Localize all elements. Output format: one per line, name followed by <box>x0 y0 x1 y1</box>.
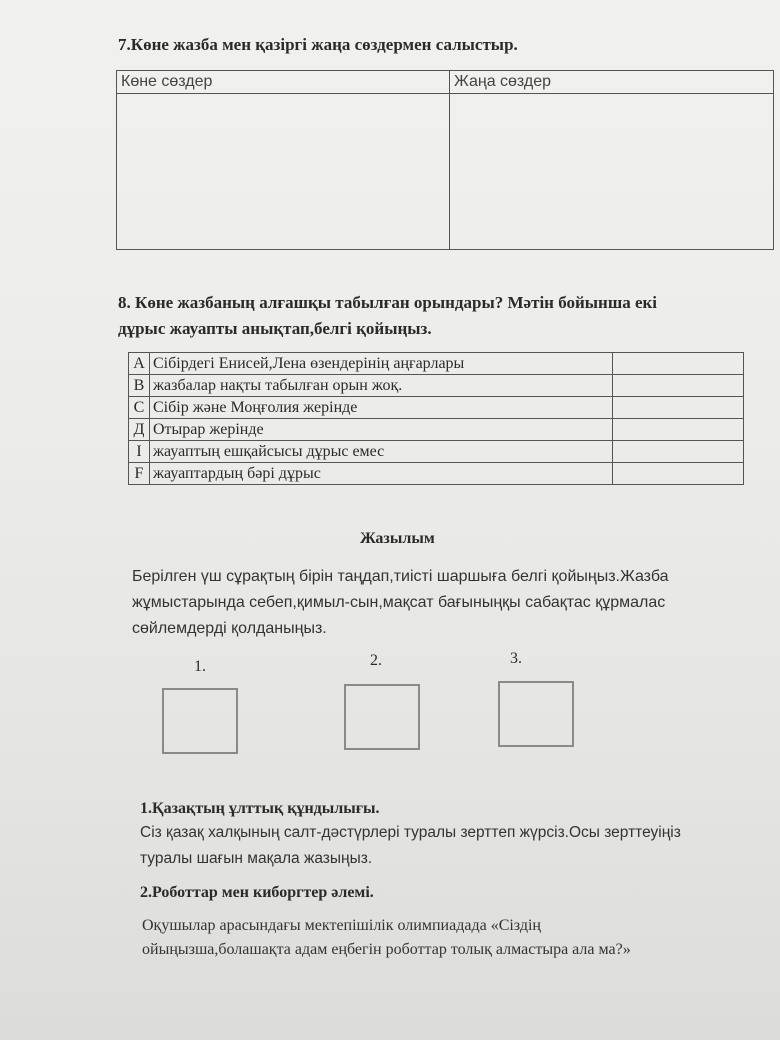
choice-box-1[interactable] <box>162 688 238 754</box>
old-words-cell[interactable] <box>117 94 450 250</box>
choice-number-1: 1. <box>194 658 206 675</box>
topic-2-line: Оқушылар арасындағы мектепішілік олимпиадада «Сіздің <box>142 917 541 934</box>
new-words-cell[interactable] <box>450 94 774 250</box>
question-8-title-line1: 8. Көне жазбаның алғашқы табылған орындары? Мәтін бойынша екі <box>118 293 658 312</box>
writing-section-heading: Жазылым <box>360 530 435 547</box>
choice-box-3[interactable] <box>498 681 574 747</box>
answer-checkbox-cell[interactable] <box>613 353 744 375</box>
option-text: Сібір және Моңғолия жерінде <box>150 397 613 419</box>
option-text: жауаптың ешқайсысы дұрыс емес <box>150 441 613 463</box>
option-row <box>129 441 744 463</box>
answer-checkbox-cell[interactable] <box>613 397 744 419</box>
topic-2-line: ойыңызша,болашақта адам еңбегін роботтар толық алмастыра ала ма?» <box>142 941 631 958</box>
instruction-line: сөйлемдерді қолданыңыз. <box>132 620 327 637</box>
option-row <box>129 419 744 441</box>
option-row <box>129 353 744 375</box>
option-letter: В <box>129 375 150 397</box>
option-row <box>129 397 744 419</box>
topic-1-description <box>140 820 740 872</box>
instruction-line: Берілген үш сұрақтың бірін таңдап,тиісті шаршыға белгі қойыңыз.Жазба <box>132 568 669 585</box>
topic-2-title: 2.Роботтар мен киборгтер әлемі. <box>140 884 374 901</box>
choice-number-2: 2. <box>370 652 382 669</box>
column-header-old-words: Көне сөздер <box>117 71 450 94</box>
option-text: жазбалар нақты табылған орын жоқ. <box>150 375 613 397</box>
topic-1-line: Сіз қазақ халқының салт-дәстүрлері туралы зерттеп жүрсіз.Осы зерттеуіңіз <box>140 824 681 841</box>
choice-box-2[interactable] <box>344 684 420 750</box>
option-letter: Д <box>129 419 150 441</box>
option-letter: F <box>129 463 150 485</box>
column-header-new-words: Жаңа сөздер <box>450 71 774 94</box>
comparison-table <box>116 70 774 250</box>
answer-checkbox-cell[interactable] <box>613 463 744 485</box>
option-letter: С <box>129 397 150 419</box>
option-letter: А <box>129 353 150 375</box>
answer-checkbox-cell[interactable] <box>613 441 744 463</box>
choice-number-3: 3. <box>510 650 522 667</box>
question-7-title: 7.Көне жазба мен қазіргі жаңа сөздермен салыстыр. <box>118 35 518 54</box>
topic-1-line: туралы шағын мақала жазыңыз. <box>140 850 373 867</box>
option-text: жауаптардың бәрі дұрыс <box>150 463 613 485</box>
options-table <box>128 352 744 485</box>
option-letter: I <box>129 441 150 463</box>
option-row <box>129 375 744 397</box>
topic-1-title: 1.Қазақтың ұлттық құндылығы. <box>140 800 380 817</box>
question-8-title-line2: дұрыс жауапты анықтап,белгі қойыңыз. <box>118 319 432 338</box>
option-text: Сібірдегі Енисей,Лена өзендерінің аңғарлары <box>150 353 613 375</box>
option-row <box>129 463 744 485</box>
writing-instructions <box>132 564 732 642</box>
instruction-line: жұмыстарында себеп,қимыл-сын,мақсат бағыныңқы сабақтас құрмалас <box>132 594 666 611</box>
option-text: Отырар жерінде <box>150 419 613 441</box>
topic-2-description <box>142 914 742 962</box>
answer-checkbox-cell[interactable] <box>613 375 744 397</box>
answer-checkbox-cell[interactable] <box>613 419 744 441</box>
